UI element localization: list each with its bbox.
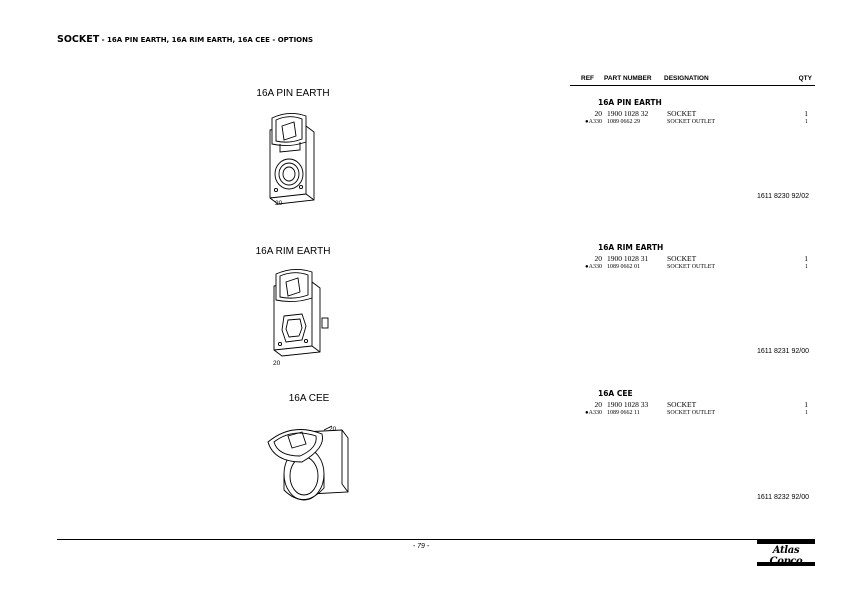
row-part-number: 1900 1028 32 xyxy=(607,109,649,118)
row-qty: 1 xyxy=(804,254,808,263)
drawing-number: 1611 8232 92/00 xyxy=(756,494,809,501)
row-ref: ●A330 xyxy=(585,410,602,416)
col-part-number-header: PART NUMBER xyxy=(604,75,652,82)
logo-bar-bottom xyxy=(757,562,815,566)
row-ref: ●A330 xyxy=(585,264,602,270)
row-ref: 20 xyxy=(594,109,602,118)
table-row xyxy=(570,254,815,264)
socket-pin-earth-drawing xyxy=(258,108,328,208)
logo-bar-top xyxy=(757,540,815,544)
row-qty: 1 xyxy=(804,109,808,118)
page-title-sub: - 16A PIN EARTH, 16A RIM EARTH, 16A CEE - OPTIONS xyxy=(99,36,314,44)
illustration-label-cee: 16A CEE xyxy=(288,393,330,404)
row-designation: SOCKET xyxy=(667,400,697,409)
row-part-number: 1900 1028 33 xyxy=(607,400,649,409)
page-number: - 79 - xyxy=(412,543,430,550)
page-title xyxy=(57,29,313,47)
table-row xyxy=(570,119,815,129)
row-designation: SOCKET OUTLET xyxy=(667,119,716,125)
atlas-copco-logo xyxy=(757,540,815,566)
table-row xyxy=(570,264,815,274)
logo-text: Atlas xyxy=(772,545,800,556)
page-title-main: SOCKET xyxy=(57,34,100,45)
row-ref: 20 xyxy=(594,400,602,409)
parts-table-header xyxy=(570,75,815,86)
row-part-number: 1089 0662 01 xyxy=(607,264,640,270)
row-part-number: 1900 1028 31 xyxy=(607,254,649,263)
group-title-rim-earth: 16A RIM EARTH xyxy=(598,243,664,252)
callout-cee: 20 xyxy=(329,426,337,433)
row-qty: 1 xyxy=(804,400,808,409)
callout-pin-earth: 20 xyxy=(275,200,283,207)
row-ref: 20 xyxy=(594,254,602,263)
row-qty: 1 xyxy=(805,410,808,416)
callout-rim-earth: 20 xyxy=(273,360,281,367)
row-part-number: 1089 0662 11 xyxy=(607,410,640,416)
col-ref-header: REF xyxy=(581,75,594,82)
drawing-number: 1611 8230 92/02 xyxy=(756,193,809,200)
table-row xyxy=(570,109,815,119)
col-designation-header: DESIGNATION xyxy=(664,75,709,82)
row-designation: SOCKET OUTLET xyxy=(667,410,716,416)
row-designation: SOCKET xyxy=(667,254,697,263)
row-part-number: 1089 0662 29 xyxy=(607,119,640,125)
footer-divider xyxy=(57,539,815,540)
row-designation: SOCKET xyxy=(667,109,697,118)
illustration-label-pin-earth: 16A PIN EARTH xyxy=(256,88,330,99)
table-row xyxy=(570,410,815,420)
row-designation: SOCKET OUTLET xyxy=(667,264,716,270)
drawing-number: 1611 8231 92/00 xyxy=(756,348,809,355)
row-ref: ●A330 xyxy=(585,119,602,125)
row-qty: 1 xyxy=(805,119,808,125)
group-title-cee: 16A CEE xyxy=(598,389,633,398)
table-row xyxy=(570,400,815,410)
socket-rim-earth-drawing xyxy=(260,264,335,364)
col-qty-header: QTY xyxy=(798,75,812,82)
group-title-pin-earth: 16A PIN EARTH xyxy=(598,98,662,107)
socket-cee-drawing xyxy=(262,418,357,510)
illustration-label-rim-earth: 16A RIM EARTH xyxy=(255,246,331,257)
row-qty: 1 xyxy=(805,264,808,270)
